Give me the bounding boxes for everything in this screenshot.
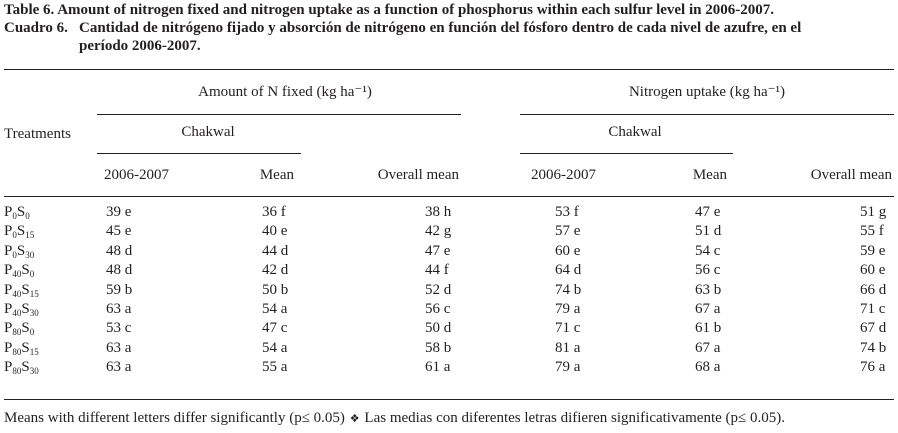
diamond-separator-icon: ❖ <box>349 413 360 425</box>
sulfur-level: 30 <box>29 308 39 318</box>
n-fixed-group-rule <box>97 114 461 115</box>
cell-n-uptake-mean: 51 d <box>695 223 722 240</box>
col-mean-left-header: Mean <box>259 167 294 183</box>
cell-n-uptake-mean: 61 b <box>695 320 722 337</box>
treatments-header: Treatments <box>4 126 71 142</box>
treatment-label: $P_{80}S_0$ <box>4 320 35 338</box>
sulfur-level: 30 <box>29 366 39 377</box>
cell-n-fixed-year: 45 e <box>106 223 132 240</box>
cell-n-uptake-overall: 55 f <box>860 223 884 240</box>
sulfur-level: 0 <box>25 211 30 221</box>
sulfur-level: 0 <box>29 269 35 280</box>
treatment-label: $P_{80}S_{30}$ <box>4 359 39 377</box>
cell-n-fixed-mean: 42 d <box>262 262 289 279</box>
col-year-left-header: 2006-2007 <box>104 167 169 183</box>
footnote-es: Las medias con diferentes letras difieren significativamente (p≤ 0.05). <box>364 410 786 426</box>
cell-n-uptake-overall: 60 e <box>860 262 886 279</box>
sulfur-level: 0 <box>29 327 35 338</box>
sulfur-level: 15 <box>25 230 35 241</box>
cell-n-uptake-overall: 59 e <box>860 242 886 259</box>
treatment-label: $P_{40}S_{30}$ <box>4 301 39 318</box>
cell-n-uptake-year: 53 f <box>555 204 579 220</box>
cell-n-fixed-mean: 36 f <box>262 204 286 220</box>
cell-n-fixed-overall: 38 h <box>425 204 452 220</box>
cell-n-fixed-overall: 61 a <box>425 359 451 376</box>
cell-n-uptake-year: 57 e <box>555 223 581 240</box>
cell-n-uptake-year: 74 b <box>555 281 582 298</box>
cell-n-uptake-mean: 54 c <box>695 242 721 259</box>
cell-n-fixed-overall: 42 g <box>425 223 452 240</box>
table-caption-es-line1: Cantidad de nitrógeno fijado y absorción de nitrógeno en función del fósforo dentro de cada nivel de azufre, en el <box>79 20 802 36</box>
cell-n-uptake-overall: 51 g <box>860 204 887 220</box>
treatment-label: $P_0S_{15}$ <box>4 223 35 241</box>
treatment-label: $P_0S_{30}$ <box>4 242 35 260</box>
n-fixed-header: Amount of N fixed (kg ha⁻¹) <box>198 84 372 100</box>
cell-n-fixed-overall: 52 d <box>425 281 452 298</box>
table-caption-en: Table 6. Amount of nitrogen fixed and nitrogen uptake as a function of phosphorus within each sulfur level in 2006-2007. <box>4 2 774 18</box>
phosphorus-level: 0 <box>12 230 17 241</box>
chakwal-right-header: Chakwal <box>608 124 662 140</box>
cell-n-fixed-year: 59 b <box>106 281 133 298</box>
sulfur-level: 15 <box>29 288 39 299</box>
cell-n-fixed-mean: 55 a <box>262 359 288 376</box>
cell-n-uptake-year: 81 a <box>555 339 581 356</box>
cell-n-uptake-year: 60 e <box>555 242 581 259</box>
cell-n-fixed-year: 39 e <box>106 204 132 220</box>
cell-n-fixed-mean: 50 b <box>262 281 289 298</box>
col-overall-right-header: Overall mean <box>810 167 892 183</box>
chakwal-left-rule <box>97 153 301 154</box>
phosphorus-level: 80 <box>12 366 22 377</box>
cell-n-uptake-mean: 56 c <box>695 262 721 279</box>
cell-n-fixed-mean: 40 e <box>262 223 288 240</box>
cell-n-fixed-overall: 44 f <box>425 262 449 279</box>
cell-n-uptake-overall: 71 c <box>860 301 886 317</box>
cell-n-uptake-year: 79 a <box>555 301 581 317</box>
cell-n-fixed-year: 48 d <box>106 262 133 279</box>
phosphorus-level: 80 <box>12 346 22 357</box>
cell-n-fixed-overall: 56 c <box>425 301 451 317</box>
cell-n-fixed-year: 63 a <box>106 359 132 376</box>
cell-n-fixed-year: 63 a <box>106 339 132 356</box>
cell-n-fixed-year: 48 d <box>106 242 133 259</box>
col-overall-left-header: Overall mean <box>377 167 459 183</box>
table-top-rule <box>4 69 894 70</box>
cell-n-uptake-mean: 47 e <box>695 204 721 220</box>
footnote-en: Means with different letters differ significantly (p≤ 0.05) <box>4 410 345 426</box>
table-bottom-rule <box>4 399 894 400</box>
cell-n-uptake-year: 71 c <box>555 320 581 337</box>
cell-n-fixed-overall: 58 b <box>425 339 452 356</box>
cell-n-uptake-mean: 67 a <box>695 339 721 356</box>
col-mean-right-header: Mean <box>692 167 727 183</box>
n-uptake-header: Nitrogen uptake (kg ha⁻¹) <box>628 84 786 100</box>
table-caption-es <box>4 20 801 37</box>
treatment-label: $P_{40}S_{15}$ <box>4 281 39 299</box>
sulfur-level: 30 <box>25 249 35 260</box>
cell-n-fixed-mean: 54 a <box>262 301 288 317</box>
chakwal-left-header: Chakwal <box>181 124 235 140</box>
n-uptake-group-rule <box>520 114 894 115</box>
cell-n-uptake-overall: 74 b <box>860 339 887 356</box>
cell-n-uptake-overall: 67 d <box>860 320 887 337</box>
cell-n-uptake-mean: 68 a <box>695 359 721 376</box>
cell-n-uptake-overall: 76 a <box>860 359 886 376</box>
cell-n-fixed-overall: 47 e <box>425 242 451 259</box>
treatment-label: $P_0S_0$ <box>4 204 30 221</box>
cell-n-fixed-year: 63 a <box>106 301 132 317</box>
phosphorus-level: 40 <box>12 269 22 280</box>
treatment-label: $P_{80}S_{15}$ <box>4 339 39 357</box>
cell-n-fixed-overall: 50 d <box>425 320 452 337</box>
phosphorus-level: 40 <box>12 308 22 318</box>
phosphorus-level: 40 <box>12 288 22 299</box>
phosphorus-level: 0 <box>12 249 17 260</box>
cell-n-fixed-mean: 47 c <box>262 320 288 337</box>
cell-n-uptake-year: 79 a <box>555 359 581 376</box>
sulfur-level: 15 <box>29 346 39 357</box>
cell-n-fixed-mean: 44 d <box>262 242 289 259</box>
treatment-label: $P_{40}S_0$ <box>4 262 35 280</box>
cell-n-uptake-mean: 67 a <box>695 301 721 317</box>
cell-n-uptake-year: 64 d <box>555 262 582 279</box>
table-caption-es-line2: período 2006-2007. <box>79 38 201 54</box>
cell-n-uptake-overall: 66 d <box>860 281 887 298</box>
cell-n-uptake-mean: 63 b <box>695 281 722 298</box>
col-year-right-header: 2006-2007 <box>531 167 596 183</box>
table-caption-es-label: Cuadro 6. <box>4 20 68 36</box>
cell-n-fixed-year: 53 c <box>106 320 132 337</box>
phosphorus-level: 0 <box>12 211 17 221</box>
phosphorus-level: 80 <box>12 327 22 338</box>
chakwal-right-rule <box>520 153 733 154</box>
table-footnote <box>4 410 785 427</box>
header-bottom-rule <box>4 196 894 197</box>
cell-n-fixed-mean: 54 a <box>262 339 288 356</box>
